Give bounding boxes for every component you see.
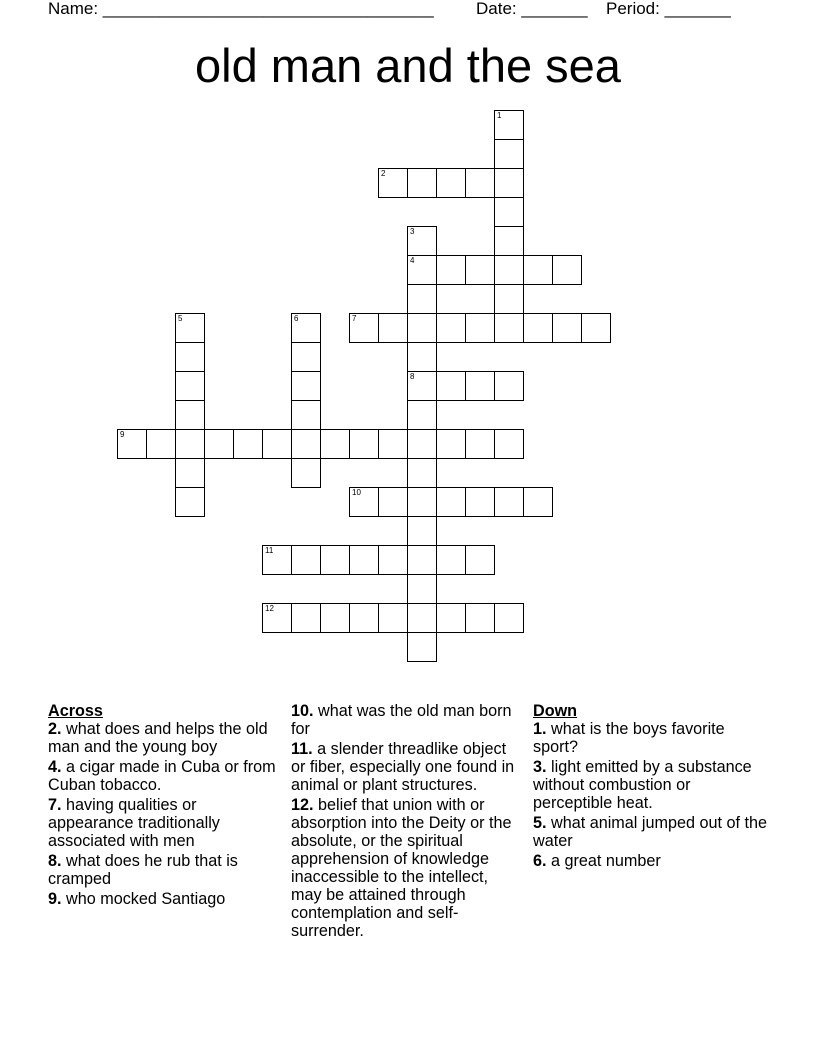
grid-cell[interactable] — [407, 458, 437, 488]
grid-cell[interactable] — [407, 574, 437, 604]
grid-cell[interactable] — [494, 487, 524, 517]
grid-cell[interactable] — [175, 429, 205, 459]
grid-cell[interactable] — [494, 197, 524, 227]
grid-cell[interactable] — [494, 255, 524, 285]
clue-item — [48, 796, 276, 850]
grid-cell[interactable] — [407, 255, 437, 285]
grid-cell[interactable] — [291, 429, 321, 459]
grid-cell[interactable] — [175, 400, 205, 430]
grid-cell[interactable] — [291, 400, 321, 430]
grid-cell[interactable] — [291, 545, 321, 575]
grid-cell[interactable] — [291, 371, 321, 401]
grid-cell[interactable] — [175, 371, 205, 401]
grid-cell[interactable] — [117, 429, 147, 459]
clues-column-3 — [533, 702, 768, 872]
grid-cell[interactable] — [465, 168, 495, 198]
clue-text: what animal jumped out of the water — [533, 814, 767, 850]
grid-cell[interactable] — [407, 226, 437, 256]
name-label: Name: ___________________________________ — [48, 0, 434, 18]
grid-cell[interactable] — [378, 487, 408, 517]
grid-cell[interactable] — [523, 487, 553, 517]
grid-cell[interactable] — [436, 545, 466, 575]
grid-cell[interactable] — [175, 487, 205, 517]
clue-item — [48, 852, 276, 888]
clue-number: 8. — [48, 852, 62, 870]
grid-cell[interactable] — [349, 429, 379, 459]
clue-text: who mocked Santiago — [61, 890, 226, 908]
clue-text: a cigar made in Cuba or from Cuban tobacco. — [48, 758, 276, 794]
clue-number: 9. — [48, 890, 62, 908]
grid-cell[interactable] — [349, 545, 379, 575]
grid-cell[interactable] — [175, 458, 205, 488]
grid-cell[interactable] — [465, 371, 495, 401]
grid-cell[interactable] — [204, 429, 234, 459]
clue-number: 6. — [533, 852, 547, 870]
grid-cell[interactable] — [494, 313, 524, 343]
grid-cell[interactable] — [407, 400, 437, 430]
grid-cell[interactable] — [494, 168, 524, 198]
grid-cell[interactable] — [465, 603, 495, 633]
cell-number: 1 — [497, 111, 502, 120]
grid-cell[interactable] — [407, 545, 437, 575]
clue-number: 7. — [48, 796, 62, 814]
page-title: old man and the sea — [195, 39, 621, 92]
grid-cell[interactable] — [320, 429, 350, 459]
cell-number: 2 — [381, 169, 386, 178]
grid-cell[interactable] — [523, 255, 553, 285]
grid-cell[interactable] — [175, 342, 205, 372]
clue-number: 2. — [48, 720, 62, 738]
grid-cell[interactable] — [465, 255, 495, 285]
grid-cell[interactable] — [436, 168, 466, 198]
clue-item — [291, 796, 523, 940]
grid-cell[interactable] — [378, 603, 408, 633]
grid-cell[interactable] — [407, 632, 437, 662]
cell-number: 12 — [265, 604, 274, 613]
grid-cell[interactable] — [407, 313, 437, 343]
clue-number: 10. — [291, 702, 314, 720]
cell-number: 5 — [178, 314, 183, 323]
clue-item — [533, 814, 768, 850]
clue-text: what was the old man born for — [291, 702, 512, 738]
grid-cell[interactable] — [291, 342, 321, 372]
period-label: Period: _______ — [606, 0, 731, 18]
grid-cell[interactable] — [552, 313, 582, 343]
grid-cell[interactable] — [407, 429, 437, 459]
clue-item — [533, 720, 768, 756]
clue-item — [48, 890, 276, 908]
grid-cell[interactable] — [436, 429, 466, 459]
grid-cell[interactable] — [378, 313, 408, 343]
grid-cell[interactable] — [175, 313, 205, 343]
clue-number: 5. — [533, 814, 547, 832]
clue-text: what does and helps the old man and the young boy — [48, 720, 268, 756]
grid-cell[interactable] — [436, 255, 466, 285]
grid-cell[interactable] — [465, 545, 495, 575]
down-heading: Down — [533, 702, 578, 720]
grid-cell[interactable] — [436, 487, 466, 517]
grid-cell[interactable] — [581, 313, 611, 343]
clue-item — [48, 720, 276, 756]
clue-item — [533, 758, 768, 812]
clues-column-1 — [48, 702, 276, 910]
clue-text: light emitted by a substance without combustion or perceptible heat. — [533, 758, 752, 812]
clue-number: 4. — [48, 758, 62, 776]
grid-cell[interactable] — [262, 545, 292, 575]
cell-number: 11 — [265, 546, 274, 555]
cell-number: 7 — [352, 314, 357, 323]
grid-cell[interactable] — [378, 168, 408, 198]
clue-text: what does he rub that is cramped — [48, 852, 238, 888]
clue-item — [291, 702, 523, 738]
cell-number: 10 — [352, 488, 361, 497]
grid-cell[interactable] — [407, 516, 437, 546]
cell-number: 9 — [120, 430, 125, 439]
grid-cell[interactable] — [349, 487, 379, 517]
grid-cell[interactable] — [494, 371, 524, 401]
grid-cell[interactable] — [494, 603, 524, 633]
clues-column-2 — [291, 702, 523, 942]
grid-cell[interactable] — [494, 284, 524, 314]
grid-cell[interactable] — [378, 545, 408, 575]
grid-cell[interactable] — [262, 603, 292, 633]
grid-cell[interactable] — [465, 487, 495, 517]
grid-cell[interactable] — [407, 371, 437, 401]
grid-cell[interactable] — [262, 429, 292, 459]
clue-text: a slender threadlike object or fiber, especially one found in animal or plant structures. — [291, 740, 515, 794]
grid-cell[interactable] — [552, 255, 582, 285]
grid-cell[interactable] — [523, 313, 553, 343]
grid-cell[interactable] — [436, 603, 466, 633]
grid-cell[interactable] — [349, 603, 379, 633]
clue-text: a great number — [546, 852, 661, 870]
grid-cell[interactable] — [465, 313, 495, 343]
clue-item — [48, 758, 276, 794]
clue-number: 12. — [291, 796, 314, 814]
grid-cell[interactable] — [320, 603, 350, 633]
grid-cell[interactable] — [291, 458, 321, 488]
grid-cell[interactable] — [407, 342, 437, 372]
grid-cell[interactable] — [291, 603, 321, 633]
across-heading: Across — [48, 702, 103, 720]
grid-cell[interactable] — [407, 603, 437, 633]
grid-cell[interactable] — [494, 139, 524, 169]
cell-number: 3 — [410, 227, 415, 236]
grid-cell[interactable] — [494, 110, 524, 140]
grid-cell[interactable] — [407, 487, 437, 517]
grid-cell[interactable] — [291, 313, 321, 343]
grid-cell[interactable] — [494, 429, 524, 459]
cell-number: 4 — [410, 256, 415, 265]
grid-cell[interactable] — [349, 313, 379, 343]
grid-cell[interactable] — [233, 429, 263, 459]
grid-cell[interactable] — [146, 429, 176, 459]
clue-text: belief that union with or absorption into the Deity or the absolute, or the spiritual apprehension of knowledge inaccessible to the intellect, may be attained through contemplation and self-surrender. — [291, 796, 512, 940]
clue-text: what is the boys favorite sport? — [533, 720, 725, 756]
clue-number: 1. — [533, 720, 547, 738]
clue-text: having qualities or appearance traditionally associated with men — [48, 796, 220, 850]
grid-cell[interactable] — [494, 226, 524, 256]
grid-cell[interactable] — [320, 545, 350, 575]
clue-number: 3. — [533, 758, 547, 776]
clue-number: 11. — [291, 740, 313, 758]
cell-number: 8 — [410, 372, 415, 381]
grid-cell[interactable] — [436, 313, 466, 343]
clue-item — [291, 740, 523, 794]
clue-item — [533, 852, 768, 870]
cell-number: 6 — [294, 314, 299, 323]
grid-cell[interactable] — [436, 371, 466, 401]
grid-cell[interactable] — [407, 284, 437, 314]
grid-cell[interactable] — [465, 429, 495, 459]
date-label: Date: _______ — [476, 0, 588, 18]
grid-cell[interactable] — [407, 168, 437, 198]
grid-cell[interactable] — [378, 429, 408, 459]
